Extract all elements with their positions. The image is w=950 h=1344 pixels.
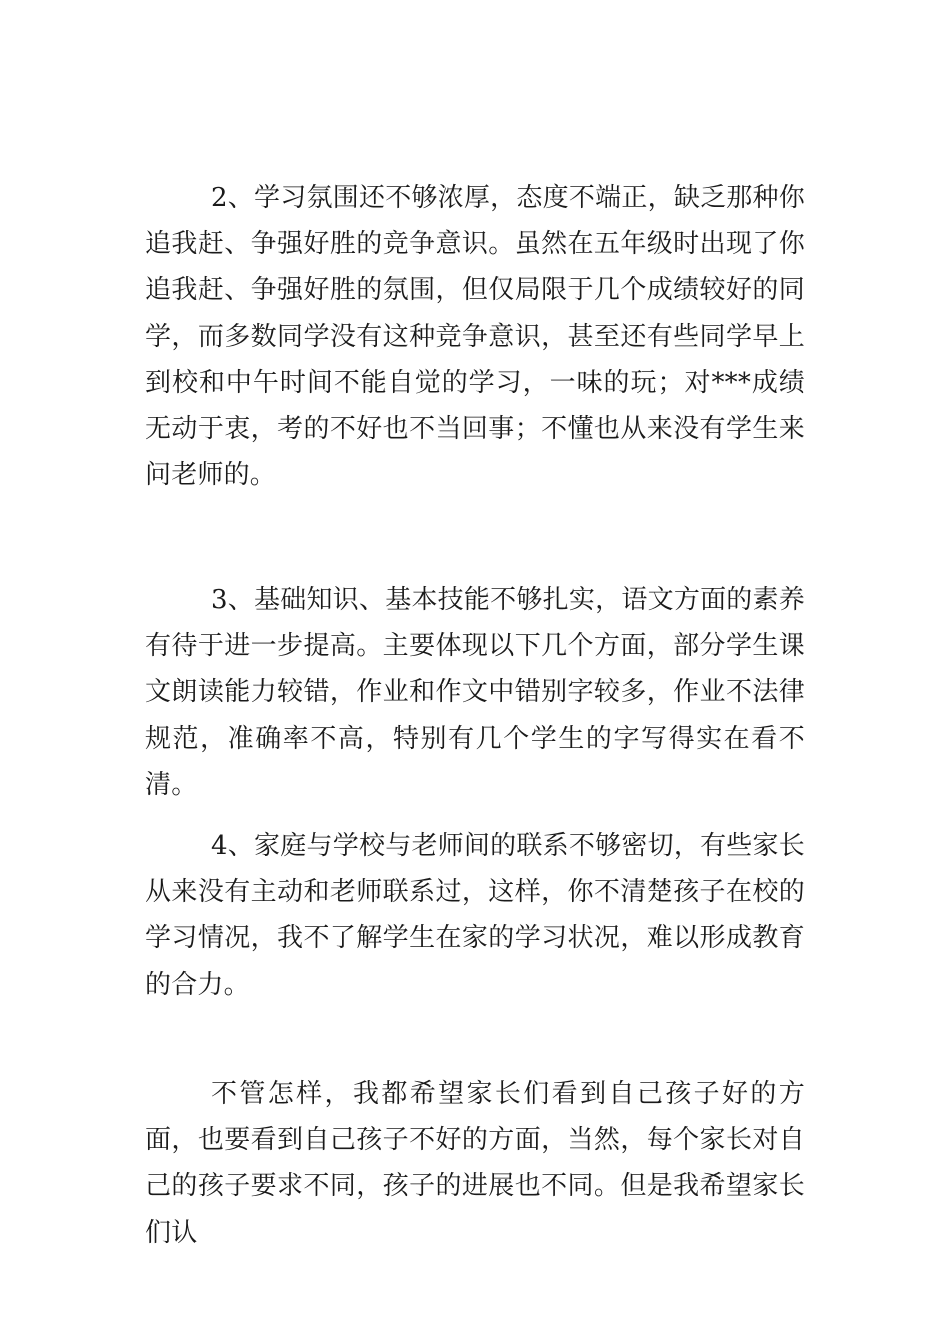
- paragraph-home-school-contact: 4、家庭与学校与老师间的联系不够密切，有些家长从来没有主动和老师联系过，这样，你不清楚孩子在校的学习情况，我不了解学生在家的学习状况，难以形成教育的合力。: [145, 831, 805, 1000]
- paragraph-parent-expectations: 不管怎样，我都希望家长们看到自己孩子好的方面，也要看到自己孩子不好的方面，当然，每个家长对自己的孩子要求不同，孩子的进展也不同。但是我希望家长们认: [145, 1079, 805, 1248]
- paragraph-learning-atmosphere: 2、学习氛围还不够浓厚，态度不端正，缺乏那种你追我赶、争强好胜的竞争意识。虽然在五年级时出现了你追我赶、争强好胜的氛围，但仅局限于几个成绩较好的同学，而多数同学没有这种竞争意识，甚至还有些同学早上到校和中午时间不能自觉的学习，一味的玩；对***成绩无动于衷，考的不好也不当回事；不懂也从来没有学生来问老师的。: [145, 183, 805, 491]
- paragraph-basic-knowledge: 3、基础知识、基本技能不够扎实，语文方面的素养有待于进一步提高。主要体现以下几个方面，部分学生课文朗读能力较错，作业和作文中错别字较多，作业不法律规范，准确率不高，特别有几个学生的字写得实在看不清。: [145, 585, 805, 800]
